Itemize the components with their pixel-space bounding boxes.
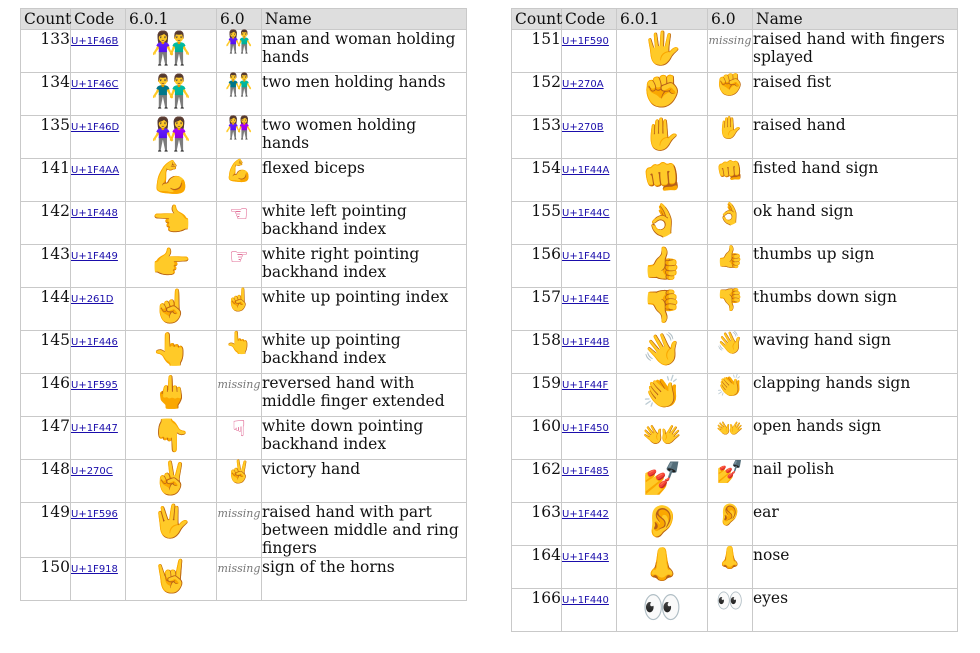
- count-cell: 133: [21, 30, 71, 73]
- emoji-601-image: ✌: [151, 459, 191, 497]
- count-cell: 144: [21, 288, 71, 331]
- emoji-601-cell: [617, 159, 708, 202]
- emoji-60-cell: [708, 202, 753, 245]
- emoji-60-image: ✋: [716, 116, 744, 141]
- emoji-60-image: ☜: [229, 202, 249, 227]
- table-row: [512, 374, 958, 417]
- count-cell: 157: [512, 288, 562, 331]
- emoji-60-image: 👐: [716, 417, 744, 442]
- codepoint-link[interactable]: U+1F443: [562, 552, 609, 563]
- emoji-601-cell: [126, 245, 217, 288]
- emoji-601-image: 👉: [151, 244, 191, 282]
- name-cell: nail polish: [753, 460, 958, 503]
- header-version-60: 6.0: [708, 9, 753, 30]
- emoji-60-cell: [217, 73, 262, 116]
- code-cell: [71, 30, 126, 73]
- emoji-60-cell: [708, 331, 753, 374]
- emoji-601-image: 🖕: [151, 373, 191, 411]
- codepoint-link[interactable]: U+270C: [71, 466, 113, 477]
- name-cell: ok hand sign: [753, 202, 958, 245]
- count-cell: 142: [21, 202, 71, 245]
- emoji-60-cell: [708, 503, 753, 546]
- emoji-60-image: 👭: [225, 116, 253, 141]
- emoji-60-image: ☟: [232, 417, 246, 442]
- name-cell: open hands sign: [753, 417, 958, 460]
- emoji-60-cell: [217, 417, 262, 460]
- count-cell: 145: [21, 331, 71, 374]
- emoji-60-cell: [708, 417, 753, 460]
- codepoint-link[interactable]: U+1F590: [562, 36, 609, 47]
- name-cell: waving hand sign: [753, 331, 958, 374]
- codepoint-link[interactable]: U+1F596: [71, 509, 118, 520]
- code-cell: [71, 374, 126, 417]
- emoji-601-image: ✋: [642, 115, 682, 153]
- emoji-601-cell: [126, 73, 217, 116]
- code-cell: [71, 288, 126, 331]
- count-cell: 166: [512, 589, 562, 632]
- emoji-601-image: 💪: [151, 158, 191, 196]
- emoji-60-image: 👫: [225, 30, 253, 55]
- table-row: [512, 159, 958, 202]
- header-code: Code: [71, 9, 126, 30]
- emoji-60-image: 👋: [716, 331, 744, 356]
- emoji-601-image: 👫: [151, 29, 191, 67]
- emoji-60-cell: [217, 503, 262, 558]
- emoji-601-image: ☝: [151, 287, 191, 325]
- emoji-601-image: 👐: [642, 416, 682, 454]
- codepoint-link[interactable]: U+1F595: [71, 380, 118, 391]
- codepoint-link[interactable]: U+1F450: [562, 423, 609, 434]
- emoji-601-image: 👭: [151, 115, 191, 153]
- code-cell: [562, 460, 617, 503]
- codepoint-link[interactable]: U+1F44F: [562, 380, 609, 391]
- emoji-601-image: 👋: [642, 330, 682, 368]
- emoji-table-right: [511, 8, 958, 632]
- table-row: [21, 331, 467, 374]
- emoji-601-cell: [126, 417, 217, 460]
- codepoint-link[interactable]: U+1F440: [562, 595, 609, 606]
- emoji-60-cell: [217, 558, 262, 601]
- header-version-601: 6.0.1: [126, 9, 217, 30]
- emoji-60-cell: [217, 245, 262, 288]
- emoji-601-cell: [617, 417, 708, 460]
- table-row: [512, 245, 958, 288]
- emoji-601-cell: [617, 589, 708, 632]
- name-cell: raised fist: [753, 73, 958, 116]
- table-row: [21, 30, 467, 73]
- count-cell: 147: [21, 417, 71, 460]
- codepoint-link[interactable]: U+1F44C: [562, 208, 610, 219]
- name-cell: white down pointing backhand index: [262, 417, 467, 460]
- name-cell: raised hand: [753, 116, 958, 159]
- emoji-601-image: 👬: [151, 72, 191, 110]
- codepoint-link[interactable]: U+1F46C: [71, 79, 119, 90]
- emoji-60-cell: [217, 460, 262, 503]
- code-cell: [71, 73, 126, 116]
- count-cell: 164: [512, 546, 562, 589]
- emoji-60-cell: [708, 73, 753, 116]
- codepoint-link[interactable]: U+1F442: [562, 509, 609, 520]
- count-cell: 152: [512, 73, 562, 116]
- emoji-60-image: 👆: [225, 331, 253, 356]
- count-cell: 151: [512, 30, 562, 73]
- code-cell: [71, 116, 126, 159]
- emoji-60-cell: [708, 288, 753, 331]
- code-cell: [71, 331, 126, 374]
- count-cell: 162: [512, 460, 562, 503]
- emoji-601-image: 👏: [642, 373, 682, 411]
- emoji-60-cell: [217, 30, 262, 73]
- emoji-60-cell: [217, 288, 262, 331]
- emoji-60-cell: [708, 30, 753, 73]
- emoji-601-image: ✊: [642, 72, 682, 110]
- code-cell: [562, 503, 617, 546]
- emoji-60-image: 👂: [716, 503, 744, 528]
- code-cell: [562, 417, 617, 460]
- emoji-601-image: 👊: [642, 158, 682, 196]
- table-row: [512, 202, 958, 245]
- table-row: [21, 73, 467, 116]
- emoji-601-cell: [617, 546, 708, 589]
- emoji-601-cell: [617, 288, 708, 331]
- codepoint-link[interactable]: U+1F918: [71, 564, 118, 575]
- emoji-601-cell: [617, 460, 708, 503]
- count-cell: 148: [21, 460, 71, 503]
- header-row: [21, 9, 467, 30]
- count-cell: 159: [512, 374, 562, 417]
- emoji-601-cell: [126, 159, 217, 202]
- codepoint-link[interactable]: U+1F485: [562, 466, 609, 477]
- header-version-601: 6.0.1: [617, 9, 708, 30]
- emoji-60-image: ✌: [225, 460, 253, 485]
- name-cell: white up pointing backhand index: [262, 331, 467, 374]
- name-cell: man and woman holding hands: [262, 30, 467, 73]
- emoji-60-cell: [708, 159, 753, 202]
- codepoint-link[interactable]: U+1F446: [71, 337, 118, 348]
- emoji-60-cell: [708, 460, 753, 503]
- emoji-60-cell: [217, 202, 262, 245]
- name-cell: clapping hands sign: [753, 374, 958, 417]
- emoji-60-image: 👬: [225, 73, 253, 98]
- codepoint-link[interactable]: U+1F448: [71, 208, 118, 219]
- missing-label: missing: [708, 34, 752, 47]
- count-cell: 163: [512, 503, 562, 546]
- emoji-601-cell: [126, 460, 217, 503]
- emoji-60-cell: [708, 374, 753, 417]
- table-row: [21, 460, 467, 503]
- count-cell: 135: [21, 116, 71, 159]
- name-cell: two men holding hands: [262, 73, 467, 116]
- emoji-60-cell: [708, 245, 753, 288]
- table-row: [512, 503, 958, 546]
- table-row: [21, 417, 467, 460]
- emoji-60-cell: [217, 159, 262, 202]
- code-cell: [71, 417, 126, 460]
- count-cell: 141: [21, 159, 71, 202]
- table-row: [21, 245, 467, 288]
- code-cell: [562, 202, 617, 245]
- emoji-60-cell: [708, 116, 753, 159]
- codepoint-link[interactable]: U+1F44B: [562, 337, 610, 348]
- name-cell: white right pointing backhand index: [262, 245, 467, 288]
- count-cell: 149: [21, 503, 71, 558]
- emoji-60-image: 👀: [716, 589, 744, 614]
- table-row: [512, 417, 958, 460]
- count-cell: 153: [512, 116, 562, 159]
- emoji-60-cell: [708, 546, 753, 589]
- emoji-601-cell: [126, 503, 217, 558]
- name-cell: ear: [753, 503, 958, 546]
- emoji-601-cell: [126, 331, 217, 374]
- codepoint-link[interactable]: U+1F449: [71, 251, 118, 262]
- emoji-601-cell: [617, 116, 708, 159]
- count-cell: 150: [21, 558, 71, 601]
- emoji-60-image: 💅: [716, 460, 744, 485]
- code-cell: [562, 374, 617, 417]
- name-cell: white up pointing index: [262, 288, 467, 331]
- emoji-601-cell: [126, 374, 217, 417]
- emoji-60-cell: [217, 331, 262, 374]
- header-code: Code: [562, 9, 617, 30]
- name-cell: raised hand with fingers splayed: [753, 30, 958, 73]
- name-cell: sign of the horns: [262, 558, 467, 601]
- codepoint-link[interactable]: U+1F46B: [71, 36, 119, 47]
- table-row: [21, 116, 467, 159]
- emoji-60-image: 👎: [716, 288, 744, 313]
- table-row: [21, 202, 467, 245]
- table-row: [21, 503, 467, 558]
- table-row: [21, 374, 467, 417]
- name-cell: thumbs down sign: [753, 288, 958, 331]
- table-row: [512, 73, 958, 116]
- missing-label: missing: [217, 507, 261, 520]
- name-cell: flexed biceps: [262, 159, 467, 202]
- emoji-601-cell: [617, 30, 708, 73]
- table-row: [512, 30, 958, 73]
- emoji-60-image: 💪: [225, 159, 253, 184]
- table-row: [512, 288, 958, 331]
- emoji-601-cell: [617, 503, 708, 546]
- table-row: [21, 159, 467, 202]
- emoji-601-image: 🖐: [642, 29, 682, 67]
- emoji-601-image: 💅: [642, 459, 682, 497]
- codepoint-link[interactable]: U+1F44D: [562, 251, 611, 262]
- emoji-601-image: 👆: [151, 330, 191, 368]
- codepoint-link[interactable]: U+1F4AA: [71, 165, 120, 176]
- emoji-60-image: ✊: [716, 73, 744, 98]
- code-cell: [71, 558, 126, 601]
- table-row: [512, 331, 958, 374]
- code-cell: [71, 245, 126, 288]
- name-cell: thumbs up sign: [753, 245, 958, 288]
- code-cell: [562, 546, 617, 589]
- codepoint-link[interactable]: U+1F44E: [562, 294, 609, 305]
- code-cell: [71, 159, 126, 202]
- table-row: [21, 288, 467, 331]
- count-cell: 156: [512, 245, 562, 288]
- emoji-601-cell: [617, 73, 708, 116]
- name-cell: raised hand with part between middle and ring fingers: [262, 503, 467, 558]
- emoji-60-image: 👌: [716, 202, 744, 227]
- header-name: Name: [753, 9, 958, 30]
- emoji-601-cell: [617, 245, 708, 288]
- code-cell: [71, 503, 126, 558]
- header-count: Count: [512, 9, 562, 30]
- code-cell: [562, 30, 617, 73]
- table-row: [512, 546, 958, 589]
- emoji-601-cell: [126, 30, 217, 73]
- emoji-60-image: ☞: [229, 245, 249, 270]
- missing-label: missing: [217, 378, 261, 391]
- header-name: Name: [262, 9, 467, 30]
- table-row: [512, 589, 958, 632]
- name-cell: eyes: [753, 589, 958, 632]
- name-cell: white left pointing backhand index: [262, 202, 467, 245]
- count-cell: 154: [512, 159, 562, 202]
- emoji-601-cell: [617, 331, 708, 374]
- emoji-60-image: 👏: [716, 374, 744, 399]
- name-cell: reversed hand with middle finger extended: [262, 374, 467, 417]
- missing-label: missing: [217, 562, 261, 575]
- emoji-60-cell: [708, 589, 753, 632]
- emoji-601-image: 👇: [151, 416, 191, 454]
- header-version-60: 6.0: [217, 9, 262, 30]
- code-cell: [562, 159, 617, 202]
- codepoint-link[interactable]: U+261D: [71, 294, 114, 305]
- emoji-60-image: 👃: [716, 546, 744, 571]
- code-cell: [71, 202, 126, 245]
- name-cell: fisted hand sign: [753, 159, 958, 202]
- emoji-601-image: 👃: [642, 545, 682, 583]
- name-cell: nose: [753, 546, 958, 589]
- emoji-601-cell: [126, 202, 217, 245]
- count-cell: 155: [512, 202, 562, 245]
- code-cell: [562, 245, 617, 288]
- header-row: [512, 9, 958, 30]
- emoji-60-image: 👍: [716, 245, 744, 270]
- code-cell: [562, 73, 617, 116]
- code-cell: [562, 589, 617, 632]
- count-cell: 158: [512, 331, 562, 374]
- emoji-601-cell: [126, 116, 217, 159]
- code-cell: [562, 331, 617, 374]
- count-cell: 160: [512, 417, 562, 460]
- emoji-table-left: [20, 8, 467, 601]
- table-row: [512, 460, 958, 503]
- emoji-601-cell: [617, 202, 708, 245]
- code-cell: [562, 288, 617, 331]
- table-row: [512, 116, 958, 159]
- codepoint-link[interactable]: U+270B: [562, 122, 604, 133]
- codepoint-link[interactable]: U+1F46D: [71, 122, 120, 133]
- count-cell: 143: [21, 245, 71, 288]
- emoji-601-image: 🤘: [151, 557, 191, 595]
- emoji-601-cell: [617, 374, 708, 417]
- count-cell: 134: [21, 73, 71, 116]
- emoji-60-image: ☝: [225, 288, 253, 313]
- emoji-601-image: 👎: [642, 287, 682, 325]
- emoji-60-cell: [217, 116, 262, 159]
- emoji-601-cell: [126, 558, 217, 601]
- codepoint-link[interactable]: U+270A: [562, 79, 604, 90]
- emoji-601-image: 👈: [151, 201, 191, 239]
- emoji-60-image: 👊: [716, 159, 744, 184]
- name-cell: two women holding hands: [262, 116, 467, 159]
- code-cell: [71, 460, 126, 503]
- emoji-60-cell: [217, 374, 262, 417]
- emoji-601-cell: [126, 288, 217, 331]
- name-cell: victory hand: [262, 460, 467, 503]
- count-cell: 146: [21, 374, 71, 417]
- codepoint-link[interactable]: U+1F447: [71, 423, 118, 434]
- emoji-601-image: 👍: [642, 244, 682, 282]
- header-count: Count: [21, 9, 71, 30]
- emoji-601-image: 👌: [642, 201, 682, 239]
- table-row: [21, 558, 467, 601]
- code-cell: [562, 116, 617, 159]
- emoji-601-image: 👂: [642, 502, 682, 540]
- emoji-601-image: 👀: [642, 588, 682, 626]
- emoji-601-image: 🖖: [151, 502, 191, 540]
- codepoint-link[interactable]: U+1F44A: [562, 165, 610, 176]
